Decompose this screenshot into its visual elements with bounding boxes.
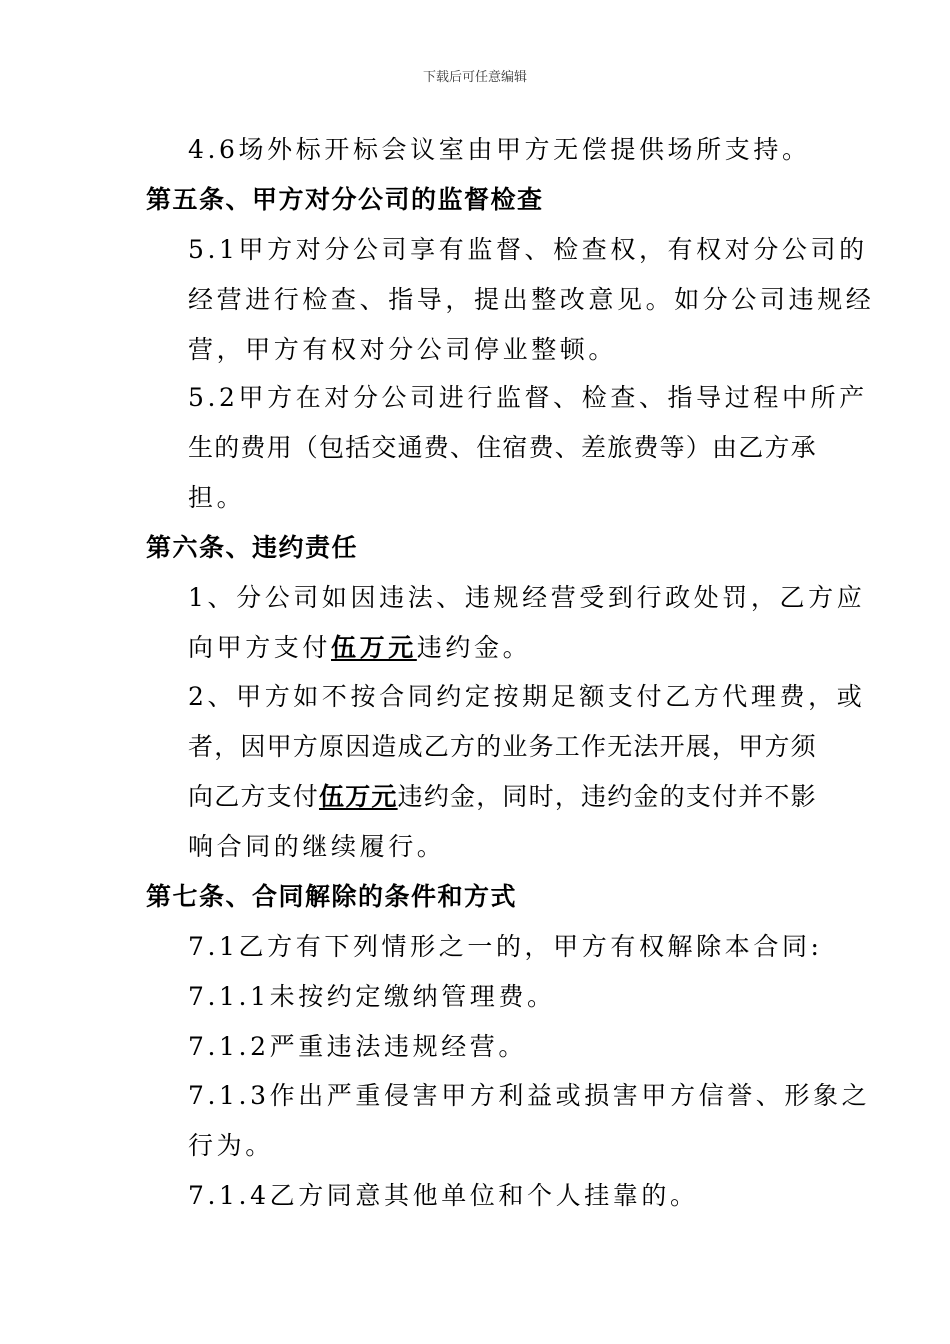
clause-5-1-line-3: 营，甲方有权对分公司停业整顿。 — [188, 335, 618, 364]
clause-6-2-line-3 — [188, 780, 817, 814]
article-6-title: 第六条、违约责任 — [146, 533, 359, 562]
article-5-title: 第五条、甲方对分公司的监督检查 — [146, 185, 544, 214]
clause-7-1-3-line-2: 行为。 — [188, 1131, 274, 1160]
clause-6-2-line-2: 者，因甲方原因造成乙方的业务工作无法开展，甲方须 — [188, 732, 817, 761]
clause-7-1-2: 7.1.2严重违法违规经营。 — [188, 1032, 528, 1061]
clause-7-1: 7.1乙方有下列情形之一的，甲方有权解除本合同: — [188, 932, 823, 961]
clause-6-1-line-2 — [188, 631, 531, 665]
page-header-note: 下载后可任意编辑 — [422, 70, 527, 85]
clause-5-1-line-1: 5.1甲方对分公司享有监督、检查权，有权对分公司的 — [188, 235, 868, 264]
clause-5-2-line-3: 担。 — [188, 483, 246, 512]
clause-7-1-4: 7.1.4乙方同意其他单位和个人挂靠的。 — [188, 1181, 699, 1210]
clause-6-1-line-1: 1、分公司如因违法、违规经营受到行政处罚，乙方应 — [188, 583, 866, 612]
clause-7-1-1: 7.1.1未按约定缴纳管理费。 — [188, 982, 556, 1011]
penalty-amount: 伍万元 — [331, 633, 417, 662]
clause-6-1-text-a: 向甲方支付 — [188, 633, 332, 662]
article-7-title: 第七条、合同解除的条件和方式 — [146, 882, 518, 911]
clause-5-1-line-2: 经营进行检查、指导，提出整改意见。如分公司违规经 — [188, 285, 875, 314]
penalty-amount: 伍万元 — [319, 782, 398, 811]
clause-6-2-text-b: 违约金，同时，违约金的支付并不影 — [397, 782, 817, 811]
clause-6-2-line-4: 响合同的继续履行。 — [188, 832, 446, 861]
clause-6-2-text-a: 向乙方支付 — [188, 782, 320, 811]
clause-6-2-line-1: 2、甲方如不按合同约定按期足额支付乙方代理费，或 — [188, 682, 866, 711]
clause-5-2-line-2: 生的费用（包括交通费、住宿费、差旅费等）由乙方承 — [188, 433, 817, 462]
clause-7-1-3-line-1: 7.1.3作出严重侵害甲方利益或损害甲方信誉、形象之 — [188, 1081, 871, 1110]
clause-5-2-line-1: 5.2甲方在对分公司进行监督、检查、指导过程中所产 — [188, 383, 868, 412]
clause-6-1-text-b: 违约金。 — [416, 633, 532, 662]
clause-4-6: 4.6场外标开标会议室由甲方无偿提供场所支持。 — [188, 135, 811, 164]
